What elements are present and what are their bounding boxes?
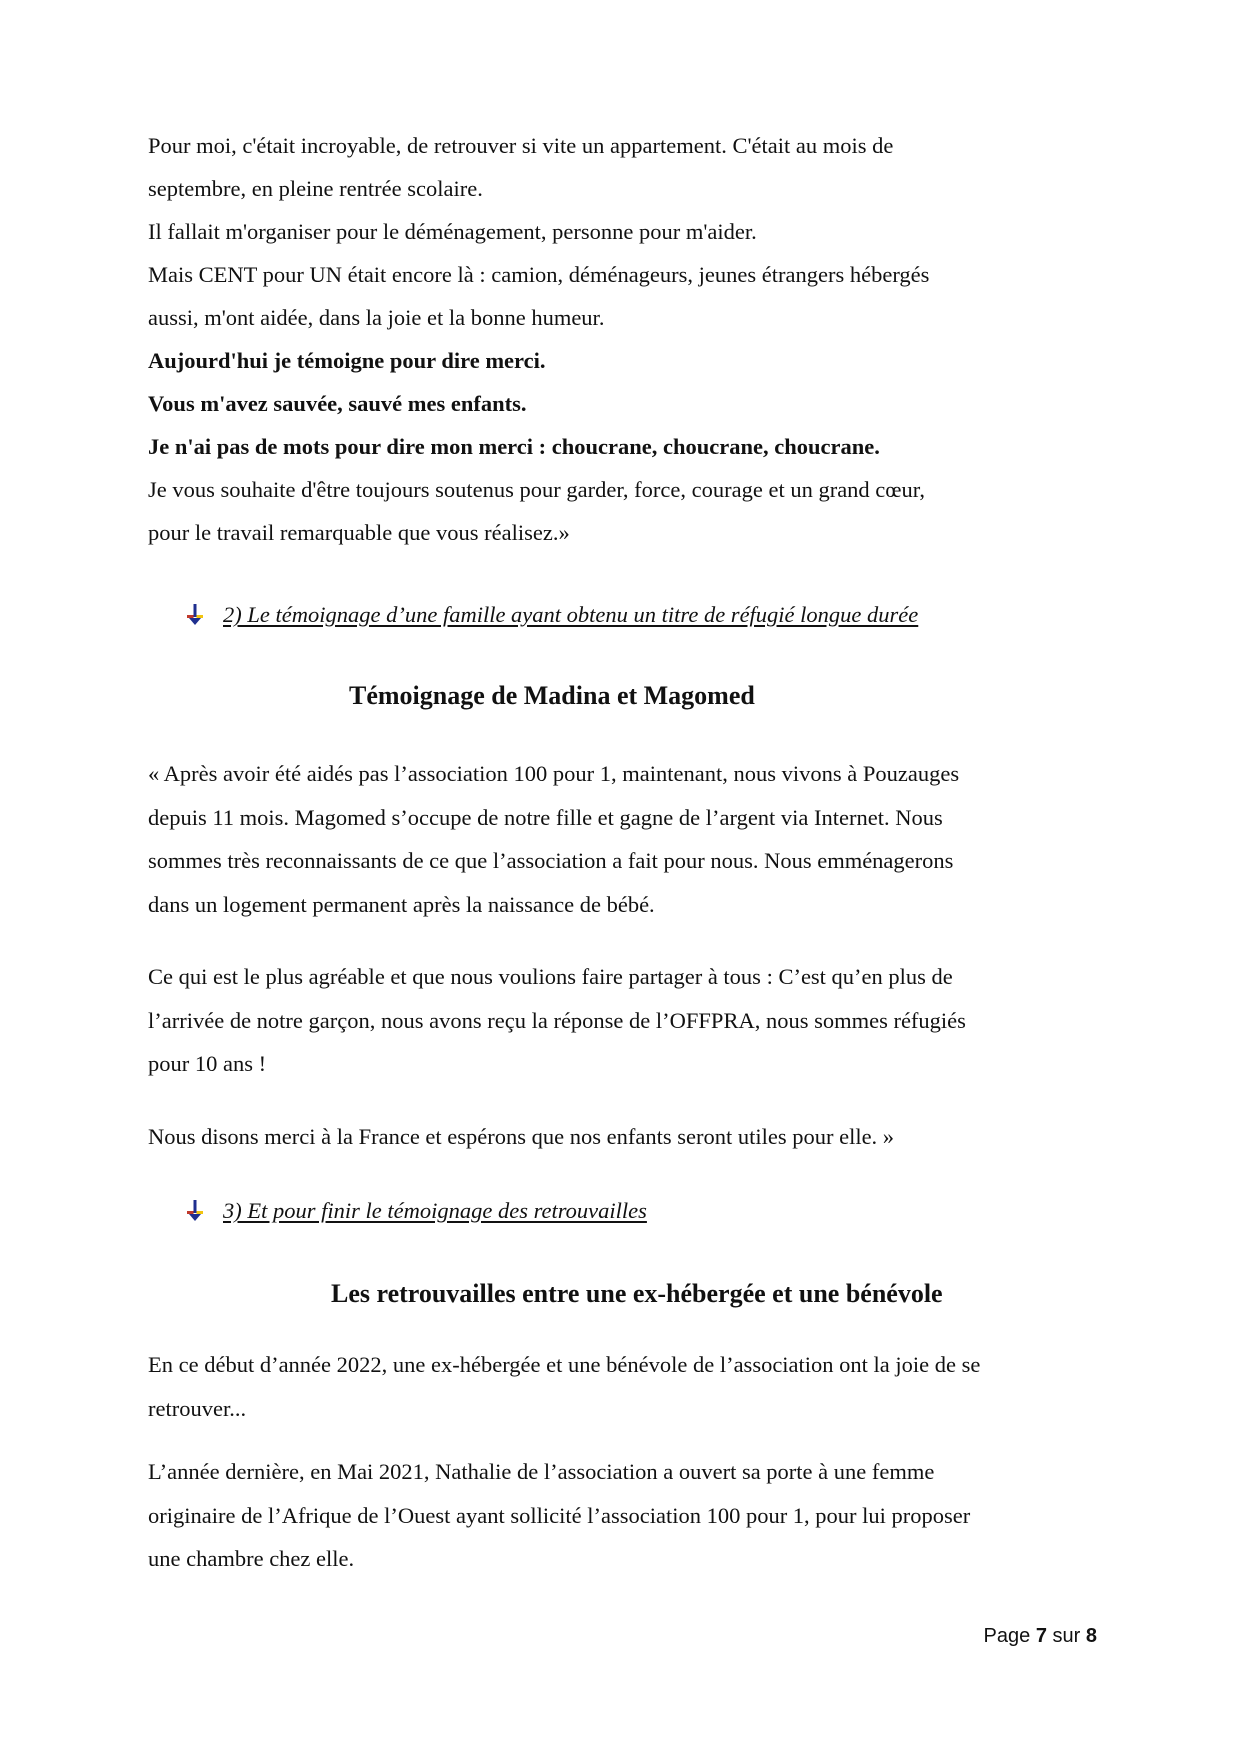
paragraph-line: retrouver... — [148, 1395, 247, 1421]
section-2-paragraph — [148, 955, 1098, 1086]
bold-line: Je n'ai pas de mots pour dire mon merci : choucrane, choucrane, choucrane. — [148, 434, 880, 459]
section-3-paragraph — [148, 1343, 1098, 1430]
section-3-paragraph — [148, 1450, 1098, 1581]
section-2-title: Témoignage de Madina et Magomed — [349, 681, 755, 710]
paragraph-line: dans un logement permanent après la naissance de bébé. — [148, 891, 655, 917]
arrow-down-bullet-icon — [187, 604, 203, 626]
section-2-bullet — [187, 600, 918, 630]
intro-line: aussi, m'ont aidée, dans la joie et la bonne humeur. — [148, 305, 605, 330]
paragraph-line: sommes très reconnaissants de ce que l’association a fait pour nous. Nous emménagerons — [148, 848, 954, 873]
arrow-down-bullet-icon — [187, 1200, 203, 1222]
paragraph-line: L’année dernière, en Mai 2021, Nathalie de l’association a ouvert sa porte à une femme — [148, 1459, 935, 1484]
intro-line: septembre, en pleine rentrée scolaire. — [148, 176, 483, 201]
current-page-number: 7 — [1035, 1625, 1047, 1647]
paragraph-line: une chambre chez elle. — [148, 1546, 355, 1571]
paragraph-line: En ce début d’année 2022, une ex-hébergée et une bénévole de l’association ont la joie de se — [148, 1352, 981, 1377]
intro-line: Il fallait m'organiser pour le déménagement, personne pour m'aider. — [148, 219, 757, 244]
of-word: sur — [1052, 1625, 1081, 1647]
section-2-paragraph — [148, 752, 1098, 926]
bold-line: Vous m'avez sauvée, sauvé mes enfants. — [148, 391, 527, 416]
section-3-bullet — [187, 1196, 647, 1226]
paragraph-line: Ce qui est le plus agréable et que nous voulions faire partager à tous : C’est qu’en plus de — [148, 964, 953, 989]
paragraph-line: l’arrivée de notre garçon, nous avons reçu la réponse de l’OFFPRA, nous sommes réfugiés — [148, 1007, 966, 1033]
total-pages-number: 8 — [1085, 1625, 1097, 1647]
section-2-bullet-text: 2) Le témoignage d’une famille ayant obtenu un titre de réfugié longue durée — [223, 602, 919, 627]
page-number-footer — [984, 1623, 1097, 1649]
paragraph-line: « Après avoir été aidés pas l’association 100 pour 1, maintenant, nous vivons à Pouzauges — [148, 761, 960, 786]
section-3-bullet-text: 3) Et pour finir le témoignage des retrouvailles — [223, 1198, 647, 1223]
paragraph-line: originaire de l’Afrique de l’Ouest ayant sollicité l’association 100 pour 1, pour lui proposer — [148, 1502, 971, 1528]
page-word: Page — [983, 1625, 1031, 1647]
intro-line: Pour moi, c'était incroyable, de retrouver si vite un appartement. C'était au mois de — [148, 133, 894, 158]
paragraph-line: depuis 11 mois. Magomed s’occupe de notre fille et gagne de l’argent via Internet. Nous — [148, 804, 943, 830]
paragraph-line: pour 10 ans ! — [148, 1051, 267, 1076]
closing-line: pour le travail remarquable que vous réalisez.» — [148, 520, 570, 545]
testimony-continuation — [148, 124, 1088, 554]
bold-line: Aujourd'hui je témoigne pour dire merci. — [148, 348, 546, 373]
section-2-paragraph — [148, 1115, 1098, 1159]
paragraph-line: Nous disons merci à la France et espérons que nos enfants seront utiles pour elle. » — [148, 1124, 895, 1149]
section-3-title: Les retrouvailles entre une ex-hébergée et une bénévole — [331, 1279, 943, 1308]
intro-line: Mais CENT pour UN était encore là : camion, déménageurs, jeunes étrangers hébergés — [148, 262, 930, 287]
closing-line: Je vous souhaite d'être toujours soutenus pour garder, force, courage et un grand cœur, — [148, 477, 926, 502]
